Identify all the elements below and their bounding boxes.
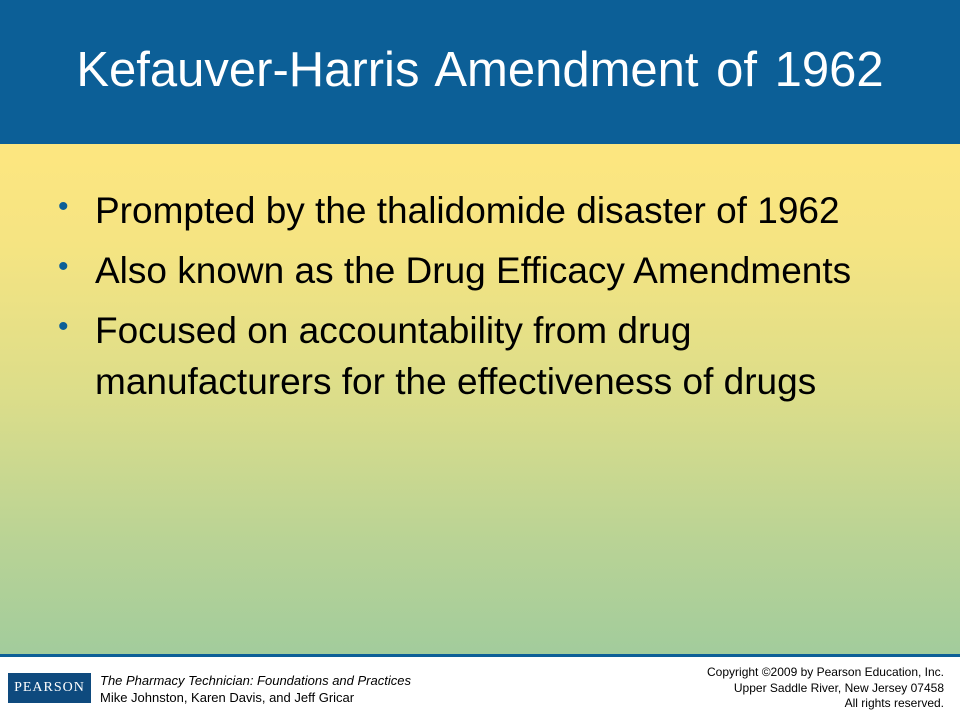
bullet-dot-icon: • (58, 310, 69, 343)
book-info (100, 672, 411, 706)
book-authors: Mike Johnston, Karen Davis, and Jeff Gricar (100, 690, 355, 705)
footer (0, 657, 960, 720)
book-title: The Pharmacy Technician: Foundations and Practices (100, 673, 411, 688)
bullet-item (58, 305, 918, 407)
title-bar (0, 0, 960, 144)
copyright-address: Upper Saddle River, New Jersey 07458 (733, 680, 944, 695)
bullet-text: Also known as the Drug Efficacy Amendments (95, 250, 852, 291)
bullet-text: Focused on accountability from drug manufacturers for the effectiveness of drugs (95, 310, 817, 402)
copyright-line: Copyright ©2009 by Pearson Education, Inc. (707, 665, 944, 679)
copyright-rights: All rights reserved. (844, 696, 944, 710)
bullet-item (58, 185, 918, 236)
slide-title: Kefauver-Harris Amendment of 1962 (76, 43, 884, 97)
bullet-text: Prompted by the thalidomide disaster of 1962 (95, 190, 840, 231)
bullet-item (58, 245, 918, 296)
bullet-dot-icon: • (58, 250, 69, 283)
bullet-dot-icon: • (58, 190, 69, 223)
copyright-notice (707, 665, 944, 712)
bullet-list (58, 185, 918, 416)
pearson-logo: PEARSON (8, 673, 91, 703)
